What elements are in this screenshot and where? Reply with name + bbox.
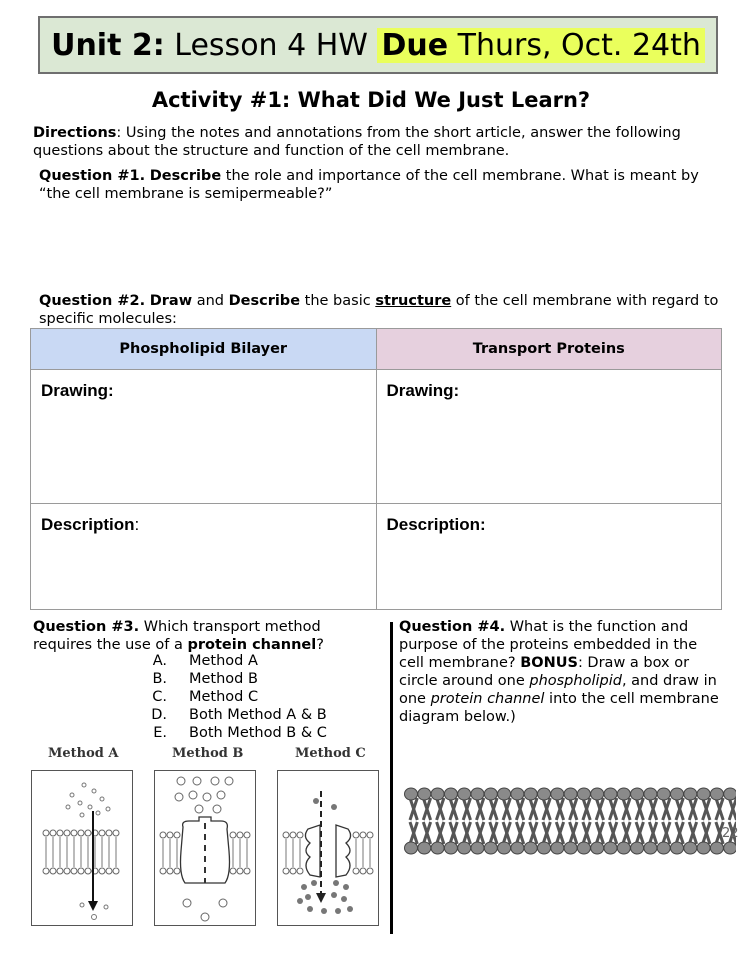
q3-text-a: Which transport method requires the use of a <box>33 619 321 653</box>
q2-label: Question #2. <box>39 293 146 309</box>
phospholipid-head <box>551 842 564 854</box>
phospholipid-head <box>431 788 444 800</box>
phospholipid-head <box>418 788 431 800</box>
option-letter: D. <box>151 707 167 723</box>
q2-mid: the basic <box>300 293 376 309</box>
directions-label: Directions <box>33 125 117 141</box>
directions <box>33 124 723 160</box>
method-a-diagram <box>31 770 133 926</box>
lesson-label: Lesson 4 HW <box>164 27 378 63</box>
phospholipid-head <box>644 842 657 854</box>
method-c-label: Method C <box>295 746 366 761</box>
col-header-phospholipid: Phospholipid Bilayer <box>31 329 377 370</box>
phospholipid-head <box>724 842 736 854</box>
phospholipid-head <box>405 788 418 800</box>
phospholipid-head <box>458 842 471 854</box>
q2-verb-draw: Draw <box>149 293 193 309</box>
phospholipid-head <box>538 788 551 800</box>
option-e[interactable] <box>130 724 327 742</box>
phospholipid-head <box>538 842 551 854</box>
due-date: Thurs, Oct. 24th <box>448 27 701 63</box>
phospholipid-head <box>524 788 537 800</box>
phospholipid-head <box>458 788 471 800</box>
q3-options <box>130 652 327 742</box>
phospholipid-head <box>591 788 604 800</box>
membrane-diagram[interactable] <box>402 786 736 860</box>
q4-label: Question #4. <box>399 619 506 635</box>
phospholipid-head <box>524 842 537 854</box>
q1-text: the role and importance of the cell membrane. What is meant by “the cell membrane is semipermeable?” <box>39 168 699 202</box>
q1-label: Question #1. <box>39 168 146 184</box>
phospholipid-head <box>710 842 723 854</box>
q4-protein-channel: protein channel <box>430 691 545 707</box>
option-letter: E. <box>153 725 167 741</box>
phospholipid-head <box>564 842 577 854</box>
phospholipid-head <box>604 788 617 800</box>
phospholipid-head <box>551 788 564 800</box>
page-number: 22 <box>722 826 739 841</box>
phospholipid-head <box>671 788 684 800</box>
description-label: Description: <box>386 515 486 534</box>
phospholipid-head <box>684 842 697 854</box>
option-letter: A. <box>152 653 167 669</box>
phospholipid-head <box>657 788 670 800</box>
phospholipid-head <box>617 788 630 800</box>
phospholipid-head <box>604 842 617 854</box>
option-letter: B. <box>152 671 167 687</box>
description-label <box>32 505 375 535</box>
phospholipid-head <box>631 842 644 854</box>
question-2 <box>39 292 724 328</box>
directions-text: : Using the notes and annotations from the short article, answer the following questions about the structure and function of the cell membrane. <box>33 125 681 159</box>
phospholipid-head <box>418 842 431 854</box>
description-cell-transport[interactable] <box>376 504 722 610</box>
phospholipid-head <box>471 842 484 854</box>
drawing-cell-transport[interactable] <box>376 370 722 504</box>
membrane-table <box>30 328 722 610</box>
col-header-transport: Transport Proteins <box>376 329 722 370</box>
method-b-diagram <box>154 770 256 926</box>
simple-diffusion-illustration <box>32 771 132 925</box>
option-text: Method A <box>189 653 258 669</box>
phospholipid-head <box>577 788 590 800</box>
q2-rest: of the cell membrane with regard to specific molecules: <box>39 293 719 327</box>
method-a-label: Method A <box>48 746 119 761</box>
q3-text-b: ? <box>316 637 324 653</box>
question-3 <box>33 618 363 654</box>
carrier-protein-illustration <box>155 771 255 925</box>
q2-and: and <box>192 293 229 309</box>
drawing-label: Drawing: <box>41 381 114 400</box>
phospholipid-head <box>577 842 590 854</box>
option-text: Both Method B & C <box>189 725 327 741</box>
drawing-cell-phospholipid[interactable] <box>31 370 377 504</box>
phospholipid-head <box>444 842 457 854</box>
phospholipid-head <box>591 842 604 854</box>
column-divider <box>390 622 393 934</box>
due-label: Due <box>381 27 449 63</box>
q3-bold: protein channel <box>187 637 317 653</box>
q4-bonus: BONUS <box>520 655 578 671</box>
phospholipid-head <box>617 842 630 854</box>
q4-phospholipid: phospholipid <box>529 673 622 689</box>
option-c[interactable] <box>130 688 327 706</box>
method-c-diagram <box>277 770 379 926</box>
title-banner <box>38 16 718 74</box>
q4-text-a: What is the function and purpose of the proteins embedded in the cell membrane? <box>399 619 698 671</box>
phospholipid-head <box>697 842 710 854</box>
phospholipid-head <box>564 788 577 800</box>
q1-verb: Describe <box>149 168 222 184</box>
phospholipid-head <box>671 842 684 854</box>
description-colon: : <box>134 515 140 534</box>
channel-protein-illustration <box>278 771 378 925</box>
question-1 <box>39 167 719 203</box>
phospholipid-head <box>471 788 484 800</box>
phospholipid-head <box>484 842 497 854</box>
q4-text-d: into the cell membrane diagram below.) <box>399 691 719 725</box>
phospholipid-head <box>710 788 723 800</box>
phospholipid-head <box>511 788 524 800</box>
phospholipid-head <box>724 788 736 800</box>
phospholipid-bilayer-illustration <box>402 786 736 856</box>
description-word: Description <box>41 515 135 534</box>
question-4 <box>399 618 719 726</box>
phospholipid-head <box>657 842 670 854</box>
option-text: Method B <box>189 671 258 687</box>
phospholipid-head <box>444 788 457 800</box>
option-letter: C. <box>152 689 167 705</box>
method-b-label: Method B <box>172 746 244 761</box>
description-cell-phospholipid[interactable] <box>31 504 377 610</box>
phospholipid-head <box>405 842 418 854</box>
option-text: Both Method A & B <box>189 707 327 723</box>
option-b[interactable] <box>130 670 327 688</box>
activity-title: Activity #1: What Did We Just Learn? <box>151 88 591 112</box>
option-text: Method C <box>189 689 259 705</box>
phospholipid-head <box>511 842 524 854</box>
q4-text-c: , and draw in one <box>399 673 717 707</box>
option-a[interactable] <box>130 652 327 670</box>
q4-text-b: : Draw a box or circle around one <box>399 655 690 689</box>
phospholipid-head <box>431 842 444 854</box>
phospholipid-head <box>644 788 657 800</box>
phospholipid-head <box>498 842 511 854</box>
drawing-label: Drawing: <box>386 381 460 400</box>
q3-label: Question #3. <box>33 619 140 635</box>
phospholipid-head <box>697 788 710 800</box>
phospholipid-head <box>684 788 697 800</box>
phospholipid-head <box>631 788 644 800</box>
q2-verb-describe: Describe <box>228 293 301 309</box>
unit-label: Unit 2: <box>51 27 165 63</box>
option-d[interactable] <box>130 706 327 724</box>
phospholipid-head <box>484 788 497 800</box>
phospholipid-head <box>498 788 511 800</box>
due-highlight <box>377 28 704 63</box>
q2-structure: structure <box>375 293 452 309</box>
